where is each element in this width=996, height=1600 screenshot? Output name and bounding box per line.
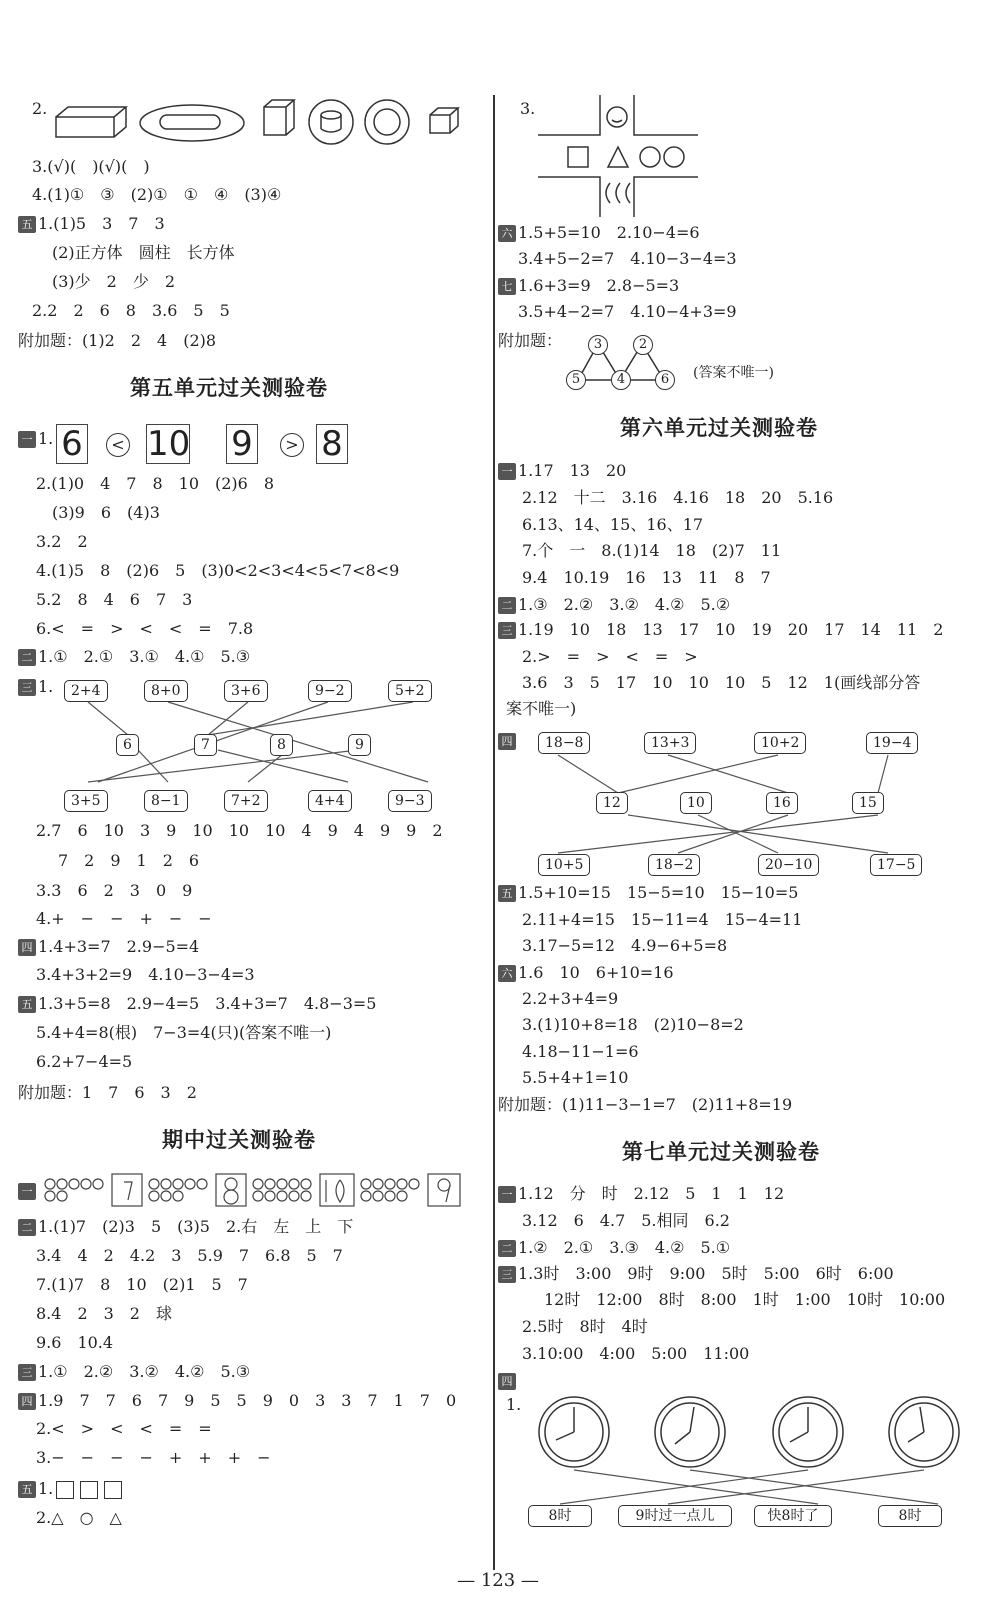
match-top-3: 3+6: [224, 680, 268, 702]
u6-sec1-line4: 7.个 一 8.(1)14 18 (2)7 11: [522, 541, 782, 560]
match6-bot-1: 10+5: [538, 854, 590, 876]
section-badge: 六: [498, 225, 516, 242]
u6-sec3-line1: 三 1.19 10 18 13 17 10 19 20 17 14 11 2: [498, 619, 943, 641]
u7-sec3-line1: 三 1.3时 3:00 9时 9:00 5时 5:00 6时 6:00: [498, 1263, 894, 1285]
r-sec7-line1: 七 1.6+3=9 2.8−5=3: [498, 275, 679, 297]
r-extra-label: 附加题：: [498, 331, 563, 350]
u6-sec6-line3: 3.(1)10+8=18 (2)10−8=2: [522, 1015, 744, 1034]
section-badge: 二: [18, 649, 36, 666]
number-card-6: 6: [56, 424, 88, 464]
section-badge: 四: [498, 1373, 516, 1390]
clock-icon: [773, 1397, 843, 1467]
section-badge: 四: [18, 939, 36, 956]
page-number: — 123 —: [457, 1570, 539, 1591]
u5-q2: 2.(1)0 4 7 8 10 (2)6 8: [36, 474, 275, 493]
match-bot-4: 4+4: [308, 790, 352, 812]
match6-mid-1: 12: [596, 792, 628, 814]
u6-sec1-line2: 2.12 十二 3.16 4.16 18 20 5.16: [522, 488, 834, 507]
u5-s3-q4: 4.+ − − + − −: [36, 909, 212, 928]
u5-s3-q2: 2.7 6 10 3 9 10 10 10 4 9 4 9 9 2: [36, 821, 443, 840]
section-badge: 四: [498, 733, 516, 750]
match-bot-1: 3+5: [64, 790, 108, 812]
u7-sec1-line2: 3.12 6 4.7 5.相同 6.2: [522, 1211, 730, 1230]
mid-sec5-line1: 五 1.: [18, 1478, 125, 1500]
u7-sec2: 二 1.② 2.① 3.③ 4.② 5.①: [498, 1237, 730, 1259]
mid-sec4-line3: 3.− − − − + + + −: [36, 1448, 271, 1467]
mid-sec2-line1: 二 1.(1)7 (2)3 5 (3)5 2.右 左 上 下: [18, 1216, 353, 1238]
match6-top-1: 18−8: [538, 732, 590, 754]
u7-sec4-badge: [498, 1370, 518, 1392]
section-badge: 五: [18, 1481, 36, 1498]
u5-sec2: 二 1.① 2.① 3.① 4.① 5.③: [18, 646, 250, 668]
square-shape: [56, 1481, 74, 1499]
mid-sec1: [18, 1180, 38, 1202]
clock-icon: [539, 1397, 609, 1467]
section-badge: 四: [18, 1393, 36, 1410]
match6-bot-4: 17−5: [870, 854, 922, 876]
sec5-line1: 五 1.(1)5 3 7 3: [18, 213, 165, 235]
section-badge: 三: [18, 679, 36, 696]
u5-q1-label: 一 1.: [18, 428, 53, 450]
left-column: [18, 0, 486, 1560]
section-badge: 五: [18, 996, 36, 1013]
u6-sec1-line1: 一 1.17 13 20: [498, 460, 626, 482]
match-top-5: 5+2: [388, 680, 432, 702]
match-mid-3: 8: [270, 734, 293, 756]
match6-mid-3: 16: [766, 792, 798, 814]
right-column: [498, 0, 978, 1560]
u6-sec3-line3: 3.6 3 5 17 10 10 10 5 12 1(画线部分答: [522, 673, 921, 692]
u6-extra: 附加题：(1)11−3−1=7 (2)11+8=19: [498, 1095, 793, 1114]
u6-sec6-line2: 2.2+3+4=9: [522, 989, 619, 1008]
match6-top-4: 19−4: [866, 732, 918, 754]
section-badge: 三: [498, 1266, 516, 1283]
r-sec6-line2: 3.4+5−2=7 4.10−3−4=3: [518, 249, 737, 268]
clock-label-4: 8时: [878, 1505, 942, 1527]
section-badge: 二: [18, 1219, 36, 1236]
u5-q6: 6.< = > < < = 7.8: [36, 619, 254, 638]
answer-2-label: 2.: [32, 99, 48, 118]
match-mid-2: 7: [194, 734, 217, 756]
section-badge: 六: [498, 965, 516, 982]
u6-sec3-line2: 2.> = > < = >: [522, 647, 698, 666]
u5-q5: 5.2 8 4 6 7 3: [36, 590, 193, 609]
square-shape: [80, 1481, 98, 1499]
u6-sec5-line1: 五 1.5+10=15 15−5=10 15−10=5: [498, 882, 798, 904]
sec5-line3: (3)少 2 少 2: [52, 272, 176, 291]
column-divider: [493, 95, 495, 1570]
u6-sec3-line4: 案不唯一): [506, 699, 577, 718]
extra-question-2: 附加题：1 7 6 3 2: [18, 1083, 197, 1102]
answer-4: 4.(1)① ③ (2)① ① ④ (3)④: [32, 185, 282, 204]
r-sec7-line2: 3.5+4−2=7 4.10−4+3=9: [518, 302, 737, 321]
section-badge: 五: [498, 885, 516, 902]
triangle-node: 2: [633, 335, 653, 355]
solid-shapes-figure: [54, 95, 464, 145]
extra-note: (答案不唯一): [693, 365, 774, 381]
u5-sec3-label: 三 1.: [18, 676, 53, 698]
unit5-title: 第五单元过关测验卷: [130, 376, 328, 400]
u5-s5-line1: 五 1.3+5=8 2.9−4=5 3.4+3=7 4.8−3=5: [18, 993, 376, 1015]
clock-icon: [655, 1397, 725, 1467]
u5-s3-q2b: 7 2 9 1 2 6: [58, 851, 200, 870]
u5-q3: 3.2 2: [36, 532, 88, 551]
r-sec6-line1: 六 1.5+5=10 2.10−4=6: [498, 222, 700, 244]
u5-s4-line2: 3.4+3+2=9 4.10−3−4=3: [36, 965, 255, 984]
u6-sec5-line2: 2.11+4=15 15−11=4 15−4=11: [522, 910, 803, 929]
match6-bot-2: 18−2: [648, 854, 700, 876]
u5-s4-line1: 四 1.4+3=7 2.9−5=4: [18, 936, 199, 958]
triangle-node: 3: [588, 335, 608, 355]
clock-label-2: 9时过一点儿: [618, 1505, 732, 1527]
u6-sec2: 二 1.③ 2.② 3.② 4.② 5.②: [498, 594, 730, 616]
mid-sec2-line4: 8.4 2 3 2 球: [36, 1304, 172, 1323]
u6-sec1-line3: 6.13、14、15、16、17: [522, 515, 704, 534]
sec5-line4: 2.2 2 6 8 3.6 5 5: [32, 301, 230, 320]
match-top-1: 2+4: [64, 680, 108, 702]
number-card-8: 8: [316, 424, 348, 464]
u7-sec1-line1: 一 1.12 分 时 2.12 5 1 1 12: [498, 1183, 784, 1205]
compare-symbol: <: [106, 433, 130, 457]
mid-sec4-line1: 四 1.9 7 7 6 7 9 5 5 9 0 3 3 7 1 7 0: [18, 1390, 456, 1412]
match6-mid-4: 15: [852, 792, 884, 814]
u5-q2b: (3)9 6 (4)3: [52, 503, 160, 522]
midterm-title: 期中过关测验卷: [162, 1128, 316, 1152]
mid-sec3: 三 1.① 2.② 3.② 4.② 5.③: [18, 1361, 250, 1383]
triangle-node: 5: [566, 370, 586, 390]
section-badge: 二: [498, 1240, 516, 1257]
match6-top-3: 10+2: [754, 732, 806, 754]
section-badge: 三: [18, 1364, 36, 1381]
u7-sec4-label: 1.: [506, 1395, 522, 1414]
match-bot-5: 9−3: [388, 790, 432, 812]
match-top-4: 9−2: [308, 680, 352, 702]
u5-s3-q3: 3.3 6 2 3 0 9: [36, 881, 193, 900]
extra-question-1: 附加题：(1)2 2 4 (2)8: [18, 331, 217, 350]
section-badge: 一: [498, 1186, 516, 1203]
section-badge: 七: [498, 278, 516, 295]
unit6-title: 第六单元过关测验卷: [620, 416, 818, 440]
match-top-2: 8+0: [144, 680, 188, 702]
match-mid-1: 6: [116, 734, 139, 756]
mid-sec2-line2: 3.4 4 2 4.2 3 5.9 7 6.8 5 7: [36, 1246, 343, 1265]
section-badge: 一: [18, 1183, 36, 1200]
match-mid-4: 9: [348, 734, 371, 756]
u6-sec5-line3: 3.17−5=12 4.9−6+5=8: [522, 936, 728, 955]
sec5-line2: (2)正方体 圆柱 长方体: [52, 243, 235, 262]
triangle-node: 4: [611, 370, 631, 390]
u6-sec4-badge: [498, 730, 518, 752]
answer-3-checks: 3.(√)( )(√)( ): [32, 157, 150, 176]
section-badge: 一: [498, 463, 516, 480]
u7-sec3-line3: 2.5时 8时 4时: [522, 1317, 648, 1336]
u7-sec3-line2: 12时 12:00 8时 8:00 1时 1:00 10时 10:00: [544, 1290, 946, 1309]
crossroads-figure: [538, 95, 738, 220]
mid-sec4-line2: 2.< > < < = =: [36, 1419, 212, 1438]
u7-sec3-line4: 3.10:00 4:00 5:00 11:00: [522, 1344, 750, 1363]
section-badge: 三: [498, 622, 516, 639]
matching-lines-2: [528, 745, 968, 865]
section-badge: 一: [18, 431, 36, 448]
u5-s5-line2: 5.4+4=8(根) 7−3=4(只)(答案不唯一): [36, 1023, 332, 1042]
r-answer-3-label: 3.: [520, 99, 536, 118]
u6-sec1-line5: 9.4 10.19 16 13 11 8 7: [522, 568, 771, 587]
compare-symbol: >: [280, 433, 304, 457]
triangle-node: 6: [655, 370, 675, 390]
clock-label-1: 8时: [528, 1505, 592, 1527]
square-shape: [104, 1481, 122, 1499]
mid-sec2-line3: 7.(1)7 8 10 (2)1 5 7: [36, 1275, 248, 1294]
number-card-9: 9: [226, 424, 258, 464]
match6-top-2: 13+3: [644, 732, 696, 754]
clock-icon: [889, 1397, 959, 1467]
mid-sec5-line2: 2.△ ○ △: [36, 1508, 122, 1527]
clock-label-3: 快8时了: [754, 1505, 832, 1527]
u5-q4: 4.(1)5 8 (2)6 5 (3)0<2<3<4<5<7<8<9: [36, 561, 400, 580]
number-card-10: 10: [147, 424, 191, 464]
match6-bot-3: 20−10: [758, 854, 819, 876]
u6-sec6-line1: 六 1.6 10 6+10=16: [498, 962, 674, 984]
section-badge: 二: [498, 597, 516, 614]
section-badge: 五: [18, 216, 36, 233]
mid-sec2-line5: 9.6 10.4: [36, 1333, 114, 1352]
match6-mid-2: 10: [680, 792, 712, 814]
match-bot-3: 7+2: [224, 790, 268, 812]
u5-s5-line3: 6.2+7−4=5: [36, 1052, 133, 1071]
unit7-title: 第七单元过关测验卷: [622, 1140, 820, 1164]
u6-sec6-line4: 4.18−11−1=6: [522, 1042, 639, 1061]
match-bot-2: 8−1: [144, 790, 188, 812]
counting-circles-figure: [42, 1172, 472, 1208]
u6-sec6-line5: 5.5+4+1=10: [522, 1068, 629, 1087]
